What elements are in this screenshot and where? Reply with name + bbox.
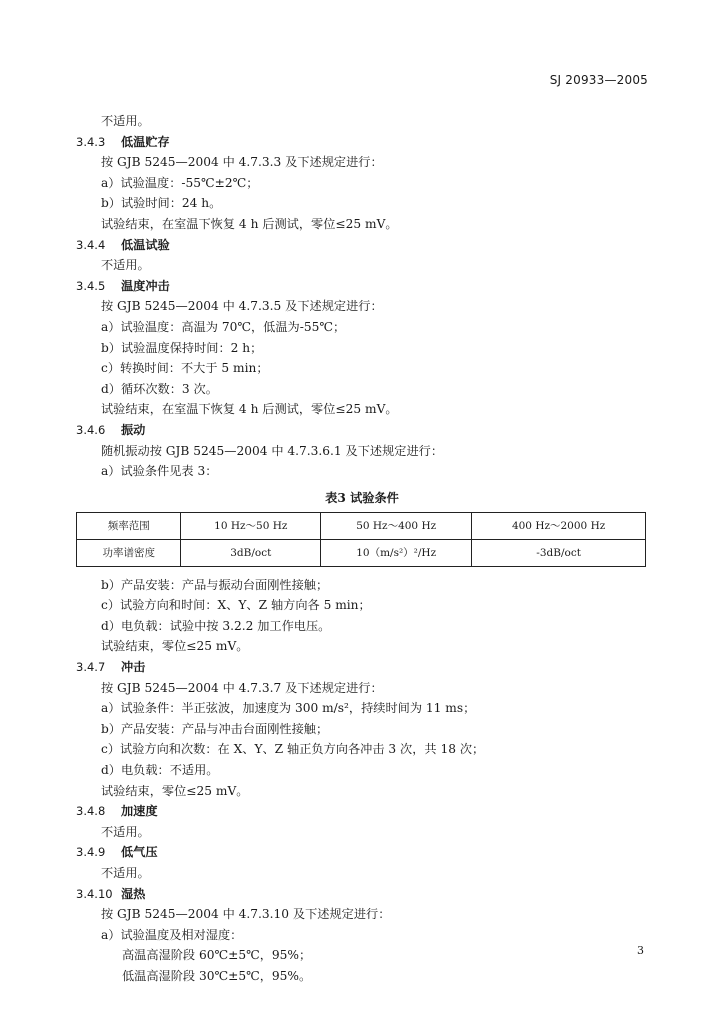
list-item: a）试验温度：-55℃±2℃； (101, 175, 259, 190)
section-heading (0, 884, 724, 905)
paragraph: 按 GJB 5245—2004 中 4.7.3.5 及下述规定进行： (101, 299, 383, 314)
list-subitem: 低温高湿阶段 30℃±5℃，95%。 (122, 968, 312, 983)
paragraph: 随机振动按 GJB 5245—2004 中 4.7.3.6.1 及下述规定进行： (101, 443, 444, 458)
table-cell: 10 Hz～50 Hz (181, 512, 321, 539)
paragraph: 不适用。 (101, 114, 150, 128)
section-number: 3.4.8 (76, 804, 106, 819)
paragraph: 不适用。 (101, 866, 150, 880)
paragraph: 试验结束，零位≤25 mV。 (101, 783, 249, 798)
list-subitem: 高温高湿阶段 60℃±5℃，95%； (122, 948, 312, 963)
page-number: 3 (637, 944, 644, 957)
section-title: 温度冲击 (121, 278, 170, 293)
paragraph: 试验结束，在室温下恢复 4 h 后测试，零位≤25 mV。 (101, 402, 398, 417)
list-item: b）试验温度保持时间：2 h； (101, 340, 263, 355)
table-cell: 10（m/s²）²/Hz (321, 539, 472, 566)
paragraph: 不适用。 (101, 824, 150, 839)
table-cell: -3dB/oct (472, 539, 646, 566)
section-title: 低气压 (121, 845, 158, 860)
section-number: 3.4.3 (76, 134, 106, 149)
section-heading (0, 657, 724, 678)
list-item: d）电负载：不适用。 (101, 763, 219, 778)
section-title: 低温贮存 (121, 134, 170, 149)
section-heading (0, 132, 724, 153)
list-item: b）试验时间：24 h。 (101, 196, 222, 211)
section-number: 3.4.4 (76, 237, 106, 252)
table-cell: 功率谱密度 (77, 539, 181, 566)
table-row (77, 539, 646, 566)
section-heading (0, 801, 724, 822)
list-item: c）试验方向和次数：在 X、Y、Z 轴正负方向各冲击 3 次，共 18 次； (101, 742, 485, 757)
table-cell: 频率范围 (77, 512, 181, 539)
paragraph: 试验结束，在室温下恢复 4 h 后测试，零位≤25 mV。 (101, 216, 398, 231)
section-title: 湿热 (121, 886, 146, 901)
paragraph: 不适用。 (101, 258, 150, 273)
list-item: b）产品安装：产品与冲击台面刚性接触； (101, 721, 329, 736)
paragraph: 按 GJB 5245—2004 中 4.7.3.3 及下述规定进行： (101, 155, 383, 170)
section-title: 冲击 (121, 660, 146, 675)
paragraph: 按 GJB 5245—2004 中 4.7.3.10 及下述规定进行： (101, 907, 391, 922)
paragraph: 按 GJB 5245—2004 中 4.7.3.7 及下述规定进行： (101, 680, 383, 695)
list-item: c）试验方向和时间：X、Y、Z 轴方向各 5 min； (101, 598, 371, 613)
table-caption: 表3 试验条件 (325, 490, 399, 505)
test-conditions-table (76, 512, 646, 567)
section-heading (0, 842, 724, 863)
section-heading (0, 276, 724, 297)
paragraph: 试验结束，零位≤25 mV。 (101, 639, 249, 654)
list-item: a）试验温度：高温为 70℃，低温为-55℃； (101, 319, 346, 334)
section-heading (0, 235, 724, 256)
section-title: 低温试验 (121, 237, 170, 252)
list-item: a）试验条件：半正弦波，加速度为 300 m/s²，持续时间为 11 ms； (101, 701, 476, 716)
table-cell: 400 Hz～2000 Hz (472, 512, 646, 539)
table-row (77, 512, 646, 539)
table-cell: 3dB/oct (181, 539, 321, 566)
list-item: a）试验条件见表 3： (101, 464, 218, 479)
list-item: b）产品安装：产品与振动台面刚性接触； (101, 577, 329, 592)
section-number: 3.4.6 (76, 422, 106, 437)
section-heading (0, 420, 724, 441)
list-item: a）试验温度及相对湿度： (101, 927, 243, 942)
section-number: 3.4.7 (76, 660, 106, 675)
section-title: 加速度 (121, 804, 158, 819)
section-number: 3.4.10 (76, 886, 113, 901)
list-item: d）循环次数：3 次。 (101, 381, 218, 396)
list-item: d）电负载：试验中按 3.2.2 加工作电压。 (101, 618, 331, 633)
body-text (0, 111, 724, 987)
document-code: SJ 20933—2005 (549, 73, 648, 87)
list-item: c）转换时间：不大于 5 min； (101, 361, 269, 376)
table-cell: 50 Hz～400 Hz (321, 512, 472, 539)
section-title: 振动 (121, 422, 146, 437)
section-number: 3.4.5 (76, 278, 106, 293)
section-number: 3.4.9 (76, 845, 106, 860)
